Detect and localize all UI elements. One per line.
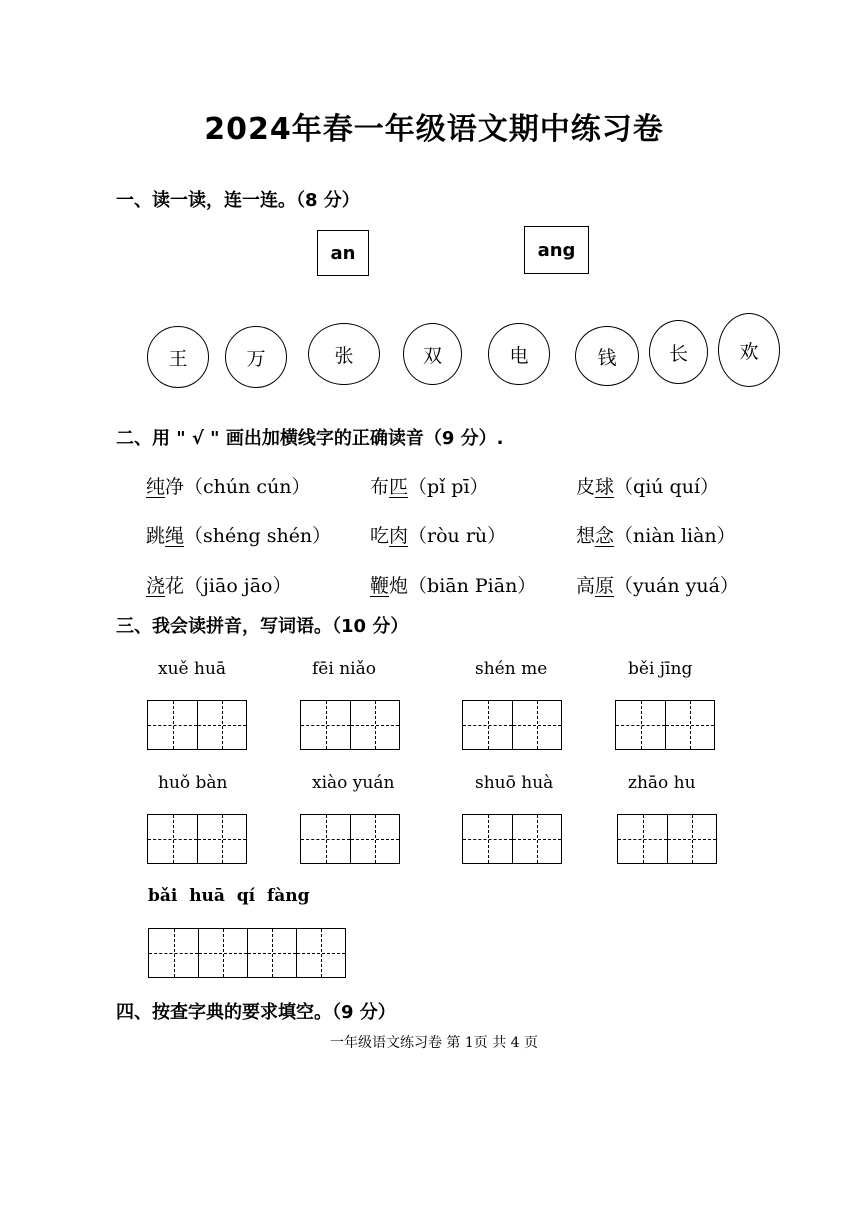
pinyin-label: bǎi huā qí fàng — [148, 886, 310, 906]
char-circle: 张 — [308, 323, 380, 385]
char-circle: 长 — [649, 320, 708, 384]
pinyin-label: xiào yuán — [312, 773, 395, 793]
page-footer: 一年级语文练习卷 第 1页 共 4 页 — [329, 1035, 539, 1051]
pinyin-label: zhāo hu — [628, 773, 696, 793]
pinyin-label: xuě huā — [158, 659, 227, 679]
reading-item: 布匹（pǐ pī） — [370, 476, 489, 498]
reading-item: 浇花（jiāo jāo） — [146, 575, 292, 597]
char-circle: 万 — [225, 326, 287, 388]
section-4-heading: 四、按查字典的要求填空。（9 分） — [116, 1002, 396, 1023]
char-circle: 欢 — [718, 313, 780, 387]
char-circle: 王 — [147, 326, 209, 388]
pinyin-label: shuō huà — [475, 773, 554, 793]
pinyin-label: běi jīng — [628, 659, 693, 679]
pinyin-box-ang: ang — [524, 226, 589, 274]
char-circle: 双 — [403, 323, 462, 385]
reading-item: 跳绳（shéng shén） — [146, 525, 332, 547]
writing-grid[interactable] — [462, 814, 562, 864]
char-circle: 钱 — [575, 326, 639, 386]
reading-item: 高原（yuán yuá） — [576, 575, 739, 597]
pinyin-label: fēi niǎo — [312, 659, 376, 679]
writing-grid[interactable] — [462, 700, 562, 750]
section-3-heading: 三、我会读拼音，写词语。（10 分） — [116, 616, 409, 637]
reading-item: 想念（niàn liàn） — [576, 525, 736, 547]
reading-item: 皮球（qiú quí） — [576, 476, 720, 498]
writing-grid[interactable] — [148, 928, 346, 978]
writing-grid[interactable] — [300, 814, 400, 864]
char-circle: 电 — [488, 323, 550, 385]
writing-grid[interactable] — [300, 700, 400, 750]
pinyin-label: shén me — [475, 659, 548, 679]
reading-item: 吃肉（ròu rù） — [370, 525, 507, 547]
page-title: 2024年春一年级语文期中练习卷 — [204, 112, 664, 147]
writing-grid[interactable] — [617, 814, 717, 864]
writing-grid[interactable] — [615, 700, 715, 750]
section-2-heading: 二、用 " √ " 画出加横线字的正确读音（9 分）. — [116, 428, 504, 449]
writing-grid[interactable] — [147, 814, 247, 864]
writing-grid[interactable] — [147, 700, 247, 750]
pinyin-label: huǒ bàn — [158, 773, 228, 793]
reading-item: 纯净（chún cún） — [146, 476, 311, 498]
reading-item: 鞭炮（biān Piān） — [370, 575, 537, 597]
section-1-heading: 一、读一读，连一连。（8 分） — [116, 190, 360, 211]
pinyin-box-an: an — [317, 230, 369, 276]
